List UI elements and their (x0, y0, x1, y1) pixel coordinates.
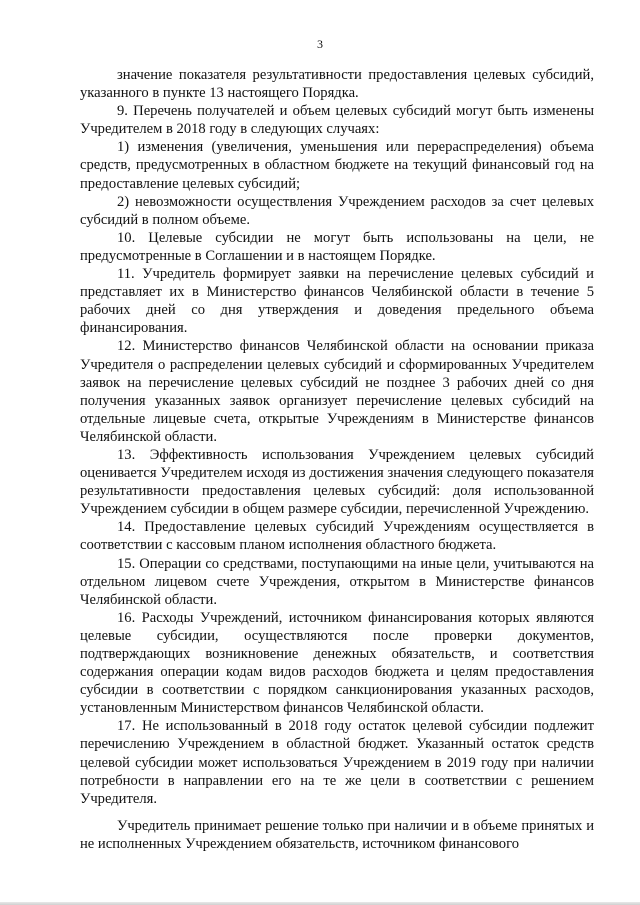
paragraph-14: 14. Предоставление целевых субсидий Учреждениям осуществляется в соответствии с кассовым планом исполнения областного бюджета. (80, 519, 594, 554)
document-body (80, 66, 594, 853)
paragraph-13: 13. Эффективность использования Учреждением целевых субсидий оценивается Учредителем исходя из достижения значения следующего показателя результативности предоставления целевых субсидий: доля использованной Учреждением субсидии в общем размере субсидии, перечисленной Учреждению. (80, 446, 594, 518)
paragraph-17: 17. Не использованный в 2018 году остаток целевой субсидии подлежит перечислению Учреждением в областной бюджет. Указанный остаток средств целевой субсидии может использоваться Учреждением в 2019 году при наличии потребности в направлении его на те же цели в соответствии с решением Учредителя. (80, 718, 594, 807)
paragraph-15: 15. Операции со средствами, поступающими на иные цели, учитываются на отдельном лицевом счете Учреждения, открытом в Министерстве финансов Челябинской области. (80, 555, 594, 608)
paragraph-9-item-2: 2) невозможности осуществления Учреждением расходов за счет целевых субсидий в полном объеме. (80, 193, 594, 228)
paragraph-10: 10. Целевые субсидии не могут быть использованы на цели, не предусмотренные в Соглашении и в настоящем Порядке. (80, 229, 594, 264)
paragraph-16: 16. Расходы Учреждений, источником финансирования которых являются целевые субсидии, осуществляются после проверки документов, подтверждающих возникновение денежных обязательств, и соответствия содержания операции кодам видов расходов бюджета и целям предоставления субсидии в соответствии с порядком санкционирования указанных расходов, установленным Министерством финансов Челябинской области. (80, 609, 594, 717)
paragraph-11: 11. Учредитель формирует заявки на перечисление целевых субсидий и представляет их в Министерство финансов Челябинской области в течение 5 рабочих дней со дня утверждения и доведения предельного объема финансирования. (80, 266, 594, 337)
paragraph-founder-decision: Учредитель принимает решение только при наличии и в объеме принятых и не исполненных Учреждением обязательств, источником финансового (80, 817, 594, 852)
paragraph-continuation: значение показателя результативности предоставления целевых субсидий, указанного в пункте 13 настоящего Порядка. (80, 67, 594, 102)
paragraph-9: 9. Перечень получателей и объем целевых субсидий могут быть изменены Учредителем в 2018 году в следующих случаях: (80, 103, 594, 138)
page-number: 3 (317, 37, 323, 51)
paragraph-12: 12. Министерство финансов Челябинской области на основании приказа Учредителя о распределении целевых субсидий и сформированных Учредителем заявок на перечисление целевых субсидий не позднее 3 рабочих дней со дня получения указанных заявок организует перечисление целевых субсидий на отдельные лицевые счета, открытые Учреждениям в Министерстве финансов Челябинской области. (80, 338, 594, 445)
paragraph-9-item-1: 1) изменения (увеличения, уменьшения или перераспределения) объема средств, предусмотренных в областном бюджете на текущий финансовый год на предоставление целевых субсидий; (80, 139, 594, 192)
